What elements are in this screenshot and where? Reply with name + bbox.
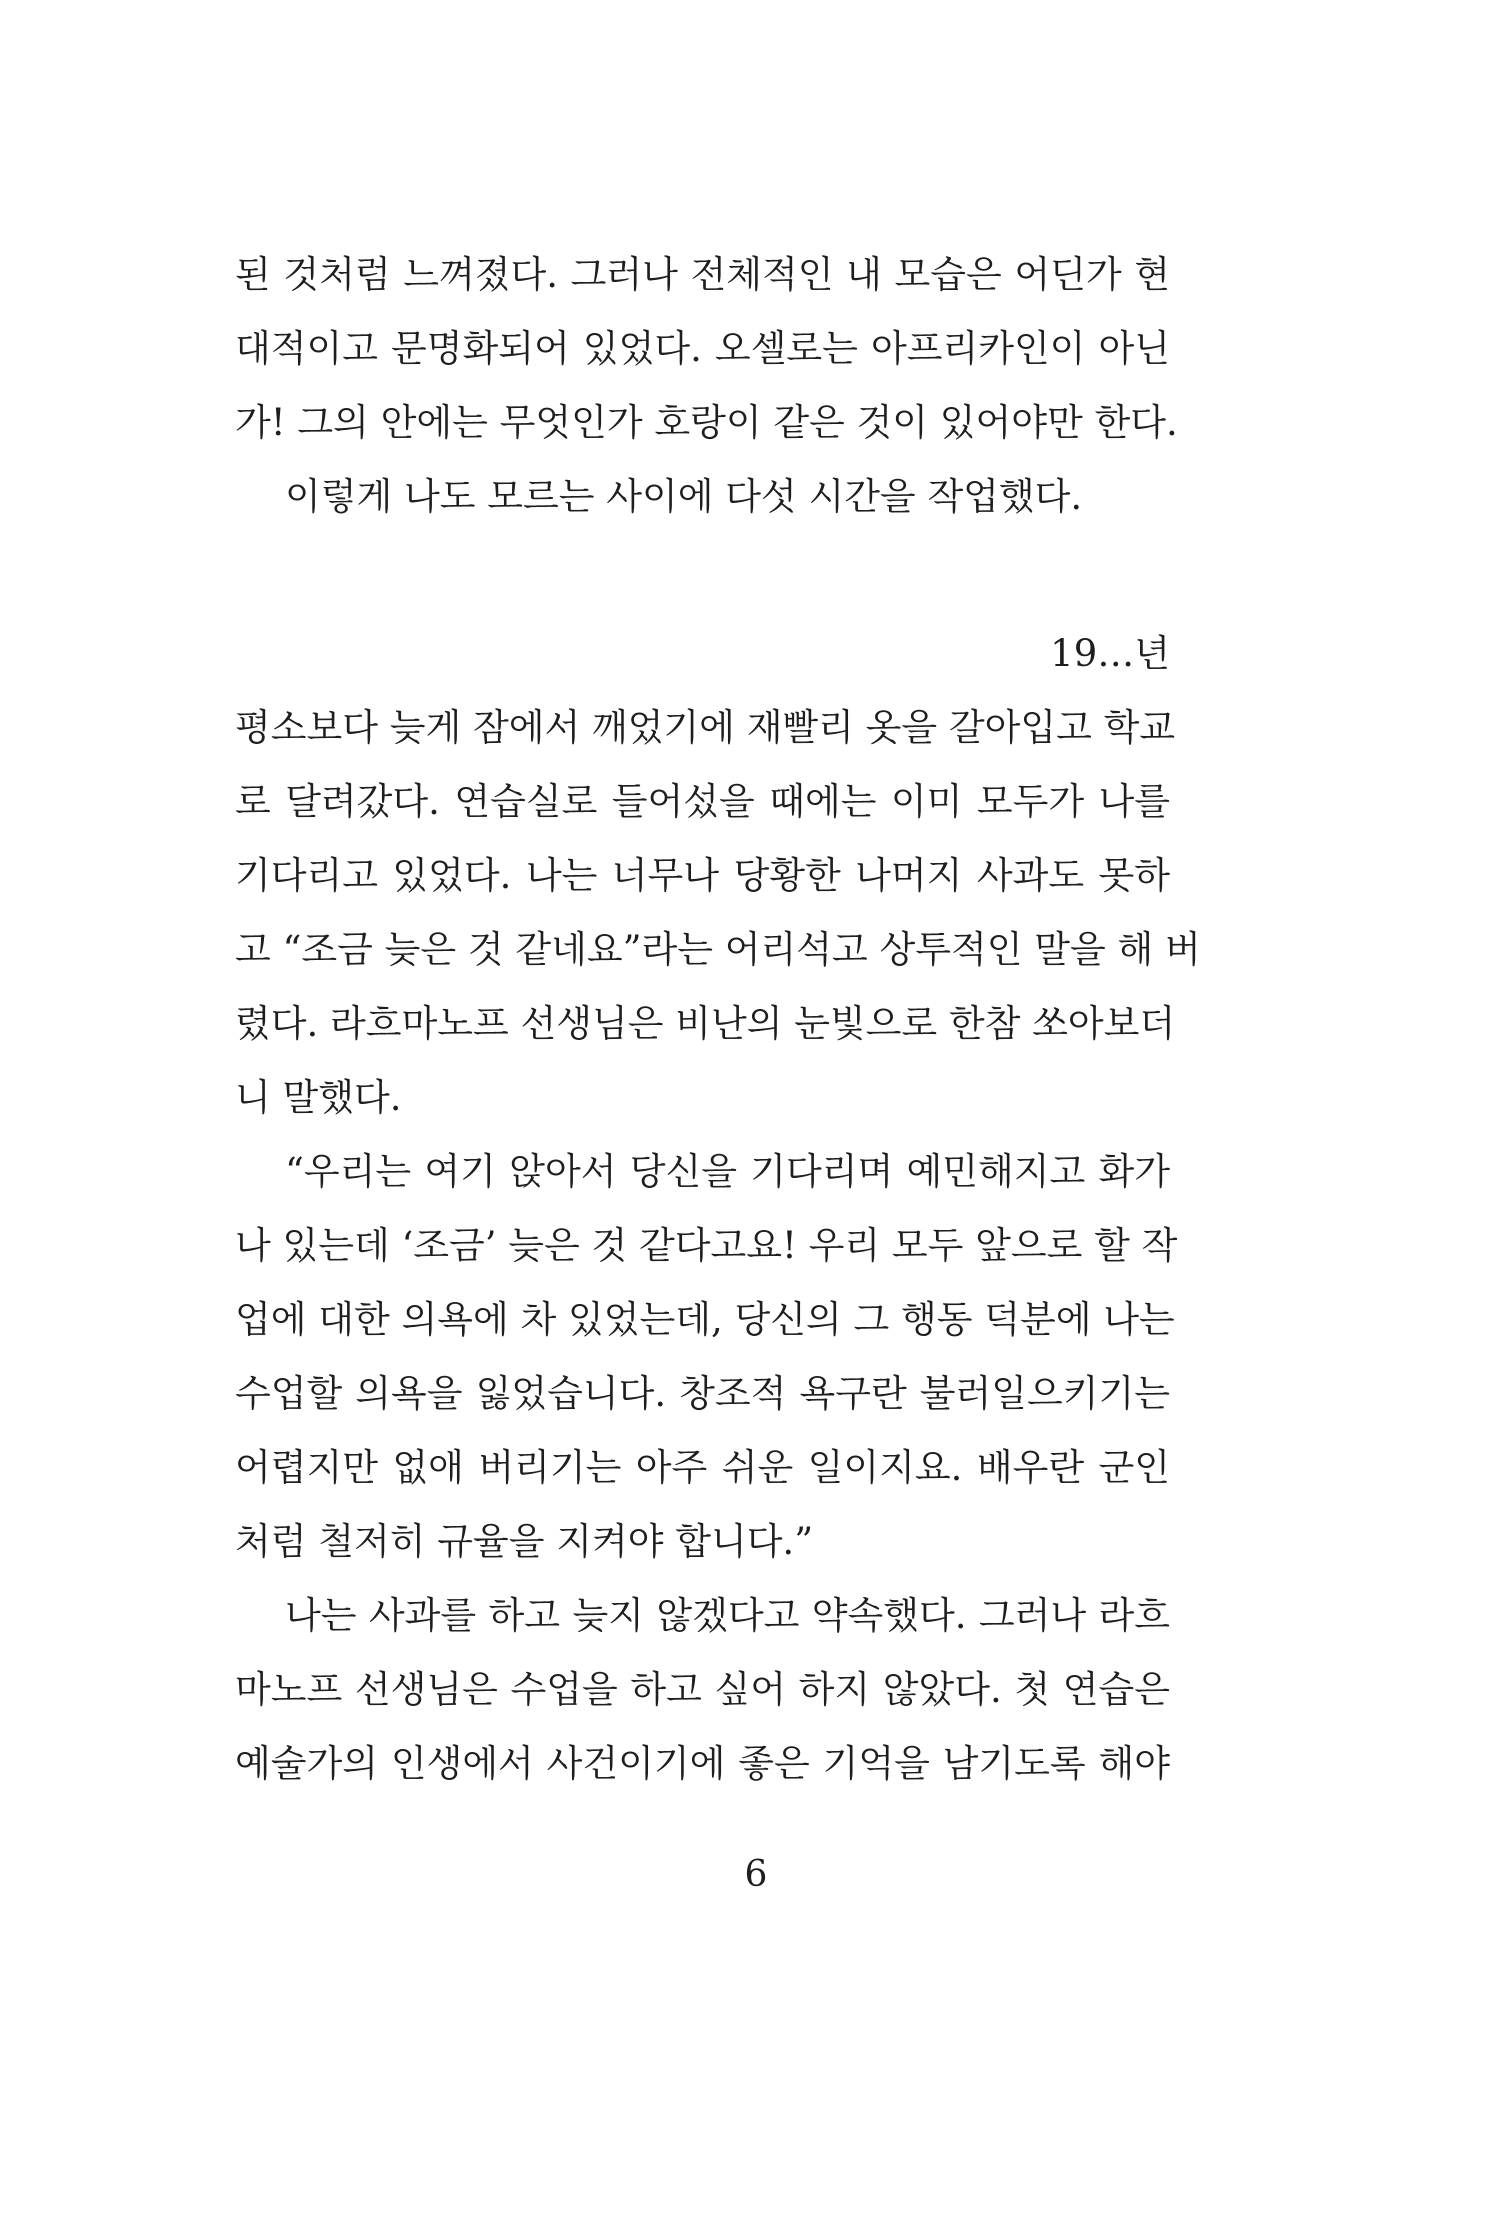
text-line: 업에 대한 의욕에 차 있었는데, 당신의 그 행동 덕분에 나는	[235, 1298, 1175, 1341]
text-line: 나는 사과를 하고 늦지 않겠다고 약속했다. 그러나 라흐	[285, 1594, 1170, 1637]
text-line: 수업할 의욕을 잃었습니다. 창조적 욕구란 불러일으키기는	[235, 1372, 1170, 1415]
text-line: 나 있는데 ‘조금’ 늦은 것 같다고요! 우리 모두 앞으로 할 작	[235, 1224, 1178, 1267]
text-line: 평소보다 늦게 잠에서 깨었기에 재빨리 옷을 갈아입고 학교	[235, 706, 1176, 749]
paragraph-apology	[235, 1579, 1170, 1801]
paragraph-teacher-speech	[235, 1135, 1178, 1579]
text-line: 어렵지만 없애 버리기는 아주 쉬운 일이지요. 배우란 군인	[235, 1446, 1170, 1489]
text-line: 기다리고 있었다. 나는 너무나 당황한 나머지 사과도 못하	[235, 854, 1170, 897]
text-line: 예술가의 인생에서 사건이기에 좋은 기억을 남기도록 해야	[235, 1742, 1170, 1785]
text-line: 고 “조금 늦은 것 같네요”라는 어리석고 상투적인 말을 해 버	[235, 928, 1201, 971]
date-heading: 19…년	[1050, 632, 1170, 675]
text-line: 가! 그의 안에는 무엇인가 호랑이 같은 것이 있어야만 한다.	[235, 401, 1178, 444]
diary-date-heading	[235, 617, 1170, 691]
text-line: 니 말했다.	[235, 1076, 402, 1119]
text-line: 된 것처럼 느껴졌다. 그러나 전체적인 내 모습은 어딘가 현	[235, 253, 1170, 296]
text-line: 처럼 철저히 규율을 지켜야 합니다.”	[235, 1520, 814, 1563]
paragraph-late-arrival	[235, 691, 1201, 1135]
text-line: 마노프 선생님은 수업을 하고 싶어 하지 않았다. 첫 연습은	[235, 1668, 1170, 1711]
text-line: “우리는 여기 앉아서 당신을 기다리며 예민해지고 화가	[285, 1150, 1170, 1193]
text-line: 대적이고 문명화되어 있었다. 오셀로는 아프리카인이 아닌	[235, 327, 1170, 370]
text-line: 로 달려갔다. 연습실로 들어섰을 때에는 이미 모두가 나를	[235, 780, 1170, 823]
text-line: 렸다. 라흐마노프 선생님은 비난의 눈빛으로 한참 쏘아보더	[235, 1002, 1176, 1045]
page-number: 6	[744, 1854, 768, 1895]
paragraph-continued	[235, 238, 1178, 460]
text-line: 이렇게 나도 모르는 사이에 다섯 시간을 작업했다.	[285, 475, 1083, 518]
paragraph-work-hours	[235, 460, 1170, 534]
